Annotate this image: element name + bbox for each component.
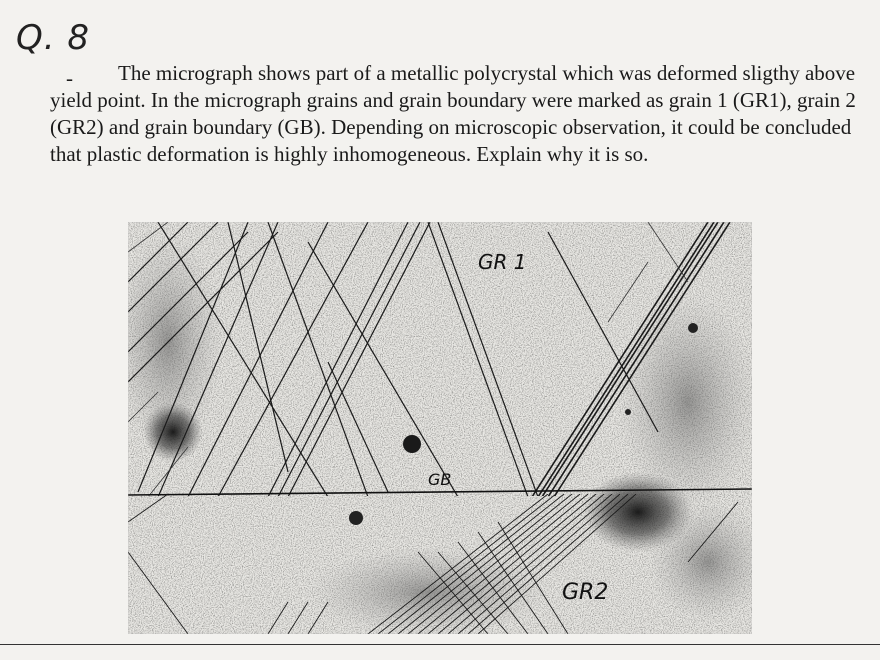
question-number: Q. 8 [16, 18, 91, 58]
label-grain-1: GR 1 [478, 250, 527, 274]
label-grain-boundary: GB [428, 470, 452, 489]
label-grain-2: GR2 [562, 580, 609, 605]
page-divider [0, 644, 880, 645]
micrograph-image [128, 222, 752, 634]
question-text: The micrograph shows part of a metallic polycrystal which was deformed sligthy above yield point. In the micrograph grains and grain boundary were marked as grain 1 (GR1), grain 2 (GR2) and grain boundary (GB). Depending on microscopic observation, it could be concluded that plastic deformation is highly inhomogeneous. Explain why it is so. [50, 61, 856, 166]
bullet-dash: - [66, 66, 73, 90]
